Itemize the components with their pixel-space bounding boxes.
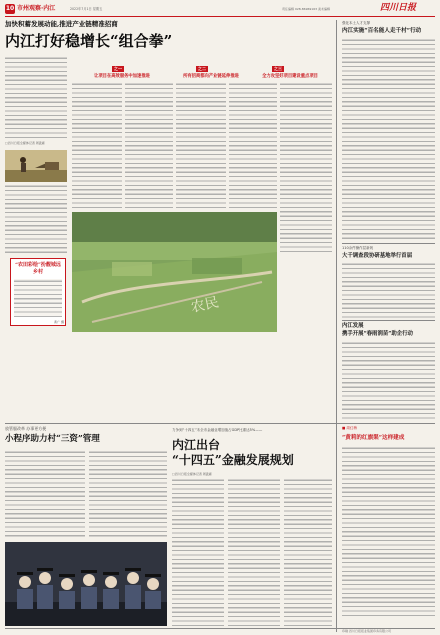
- bottom-right-text: [342, 446, 435, 616]
- intro-text: [5, 56, 67, 140]
- newspaper-logo: 四川日报: [380, 3, 417, 13]
- bottom-left-kicker: 放管服改革 办事更方便: [5, 426, 47, 431]
- bottom-left-text-1: [5, 450, 85, 538]
- footer-text: 印刷 四川日报报业集团印务有限公司: [342, 629, 391, 633]
- graduation-photo: [5, 542, 167, 626]
- subsection-tag-2: 之二: [198, 66, 206, 71]
- page-number: 10: [5, 5, 15, 12]
- right-text-1: [342, 38, 435, 241]
- article-column-4: [229, 82, 277, 209]
- photo-caption-title: “农田彩绘”扮靓城远乡村: [15, 262, 61, 275]
- bottom-left-text-2: [89, 450, 167, 538]
- bottom-center-byline: □四川日报全媒体记者 周汲霖: [172, 472, 212, 476]
- right-text-2: [342, 262, 435, 318]
- right-head-2: 大千调查段协研基地举行首届: [342, 253, 413, 259]
- bottom-left-headline: 小程序助力村“三资”管理: [5, 434, 100, 444]
- right-text-3: [342, 341, 435, 419]
- subsection-head-2: 所有招商都向产业链延伸推进: [183, 74, 239, 79]
- bottom-center-text-2: [228, 478, 280, 626]
- bottom-center-headline: 内江出台 “十四五”金融发展规划: [172, 438, 294, 467]
- subsection-head-1: 让项目在高效服务中加速推进: [94, 74, 150, 79]
- masthead-rule: [5, 16, 435, 17]
- right-head-1: 内江实施“百名能人走千村”行动: [342, 28, 422, 34]
- right-head-3: 内江发展 携手开展“春雨润苗”助企行动: [342, 323, 413, 337]
- farmer-photo: [5, 150, 67, 182]
- subsection-tag-3: 之三: [274, 66, 282, 71]
- editor-line: 责任编辑 028-86969163 美术编辑: [282, 7, 330, 11]
- right-kicker-2: 110余件操作层新规: [342, 246, 374, 250]
- article-column-3: [176, 82, 226, 209]
- photo-author: 黄广 摄: [54, 320, 64, 324]
- bottom-center-kicker: 力争到“十四五”末全市金融业增加值占GDP比重达5%——: [172, 428, 263, 432]
- bottom-right-kicker: ■ 周红梅: [342, 426, 357, 430]
- top-headline: 内江打好稳增长“组合拳”: [5, 32, 173, 50]
- article-column-2: [125, 82, 173, 209]
- subsection-head-3: 全力攻坚好项目建设重点项目: [262, 74, 318, 79]
- bottom-right-headline: “黄莉的红旗渠”这样建成: [342, 435, 405, 441]
- bottom-center-text-1: [172, 478, 224, 626]
- top-byline: □四川日报全媒体记者 周汲霖: [5, 141, 45, 145]
- issue-date: 2022年7月1日 星期五: [70, 7, 103, 11]
- article-column-5: [280, 82, 332, 254]
- left-column-text: [5, 184, 67, 254]
- right-kicker-1: 强化本土人才支撑: [342, 21, 370, 25]
- top-kicker: 加快积蓄发展动能,推进产业链精准招商: [5, 20, 118, 28]
- farmland-aerial-photo: [72, 212, 277, 332]
- right-column-divider: [336, 20, 337, 632]
- article-column-1: [72, 82, 122, 209]
- right-rule-1: [342, 243, 435, 244]
- svg-text:农民: 农民: [189, 294, 221, 316]
- section-name: 市州观察·内江: [17, 5, 56, 12]
- bottom-center-text-3: [284, 478, 332, 626]
- section-divider: [5, 423, 435, 424]
- photo-caption-text: [14, 279, 62, 317]
- right-rule-2: [342, 320, 435, 321]
- subsection-tag-1: 之一: [114, 66, 122, 71]
